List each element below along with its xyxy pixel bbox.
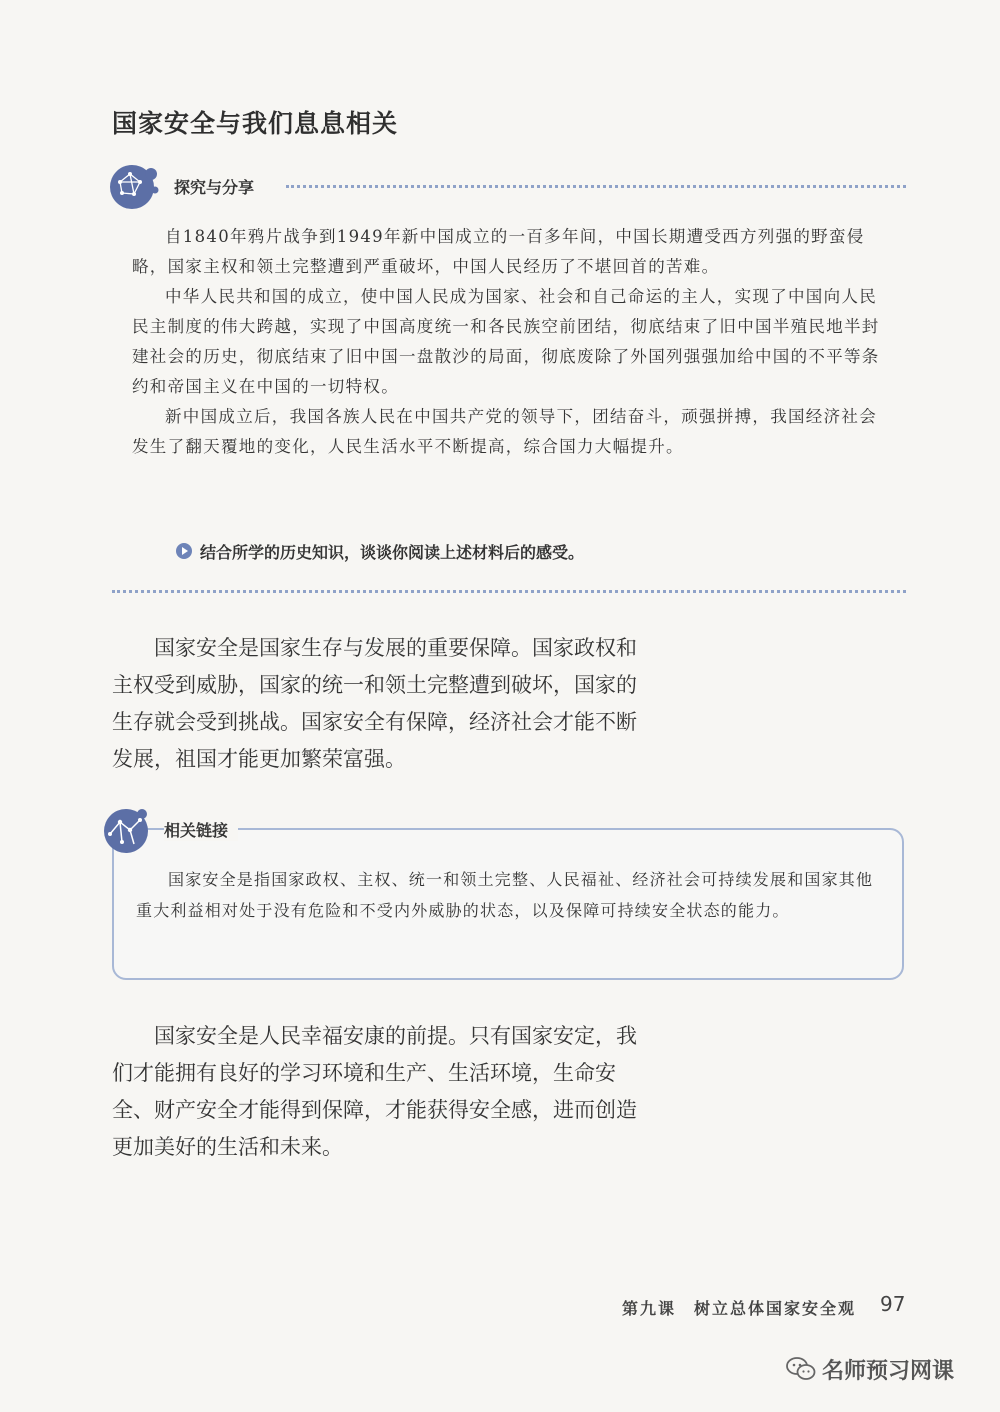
explore-paragraph: 中华人民共和国的成立，使中国人民成为国家、社会和自己命运的主人，实现了中国向人民民主制度的伟大跨越，实现了中国高度统一和各民族空前团结，彻底结束了旧中国半殖民地半封建社会的历史，彻底结束了旧中国一盘散沙的局面，彻底废除了外国列强强加给中国的不平等条约和帝国主义在中国的一切特权。	[132, 287, 880, 396]
text-line: 国家安全是国家生存与发展的重要保障。国家政权和	[112, 636, 637, 660]
text-line: 国家安全是人民幸福安康的前提。只有国家安定，我	[112, 1024, 637, 1048]
explore-text	[132, 222, 892, 462]
text-line: 发展，祖国才能更加繁荣富强。	[112, 747, 406, 771]
explore-paragraph: 自1840年鸦片战争到1949年新中国成立的一百多年间，中国长期遭受西方列强的野蛮侵略，国家主权和领土完整遭到严重破坏，中国人民经历了不堪回首的苦难。	[132, 227, 865, 276]
explore-share-header	[108, 160, 908, 214]
discussion-prompt: 结合所学的历史知识，谈谈你阅读上述材料后的感受。	[200, 543, 585, 562]
explore-label: 探究与分享	[174, 178, 255, 197]
text-line: 全、财产安全才能得到保障，才能获得安全感，进而创造	[112, 1098, 637, 1122]
related-link-text: 国家安全是指国家政权、主权、统一和领土完整、人民福祉、经济社会可持续发展和国家其他重大利益相对处于没有危险和不受内外威胁的状态，以及保障可持续安全状态的能力。	[136, 870, 874, 920]
dotted-divider	[112, 590, 906, 593]
text-line: 更加美好的生活和未来。	[112, 1135, 343, 1159]
chat-bubble-icon	[786, 1356, 816, 1382]
body-paragraph	[112, 1018, 722, 1166]
text-line: 主权受到威胁，国家的统一和领土完整遭到破坏，国家的	[112, 673, 637, 697]
watermark-text: 名师预习网课	[822, 1359, 955, 1384]
chapter-title: 第九课 树立总体国家安全观	[622, 1299, 857, 1318]
explore-badge-icon	[108, 160, 160, 212]
related-link-label: 相关链接	[164, 818, 238, 841]
section-heading: 国家安全与我们息息相关	[112, 109, 399, 138]
text-line: 生存就会受到挑战。国家安全有保障，经济社会才能不断	[112, 710, 637, 734]
text-line: 们才能拥有良好的学习环境和生产、生活环境，生命安	[112, 1061, 616, 1085]
body-paragraph	[112, 630, 722, 778]
play-arrow-icon	[176, 543, 192, 559]
related-link-icon	[100, 804, 152, 856]
explore-paragraph: 新中国成立后，我国各族人民在中国共产党的领导下，团结奋斗，顽强拼搏，我国经济社会发生了翻天覆地的变化，人民生活水平不断提高，综合国力大幅提升。	[132, 407, 877, 456]
dotted-divider	[286, 185, 906, 188]
page-number: 97	[880, 1292, 906, 1316]
